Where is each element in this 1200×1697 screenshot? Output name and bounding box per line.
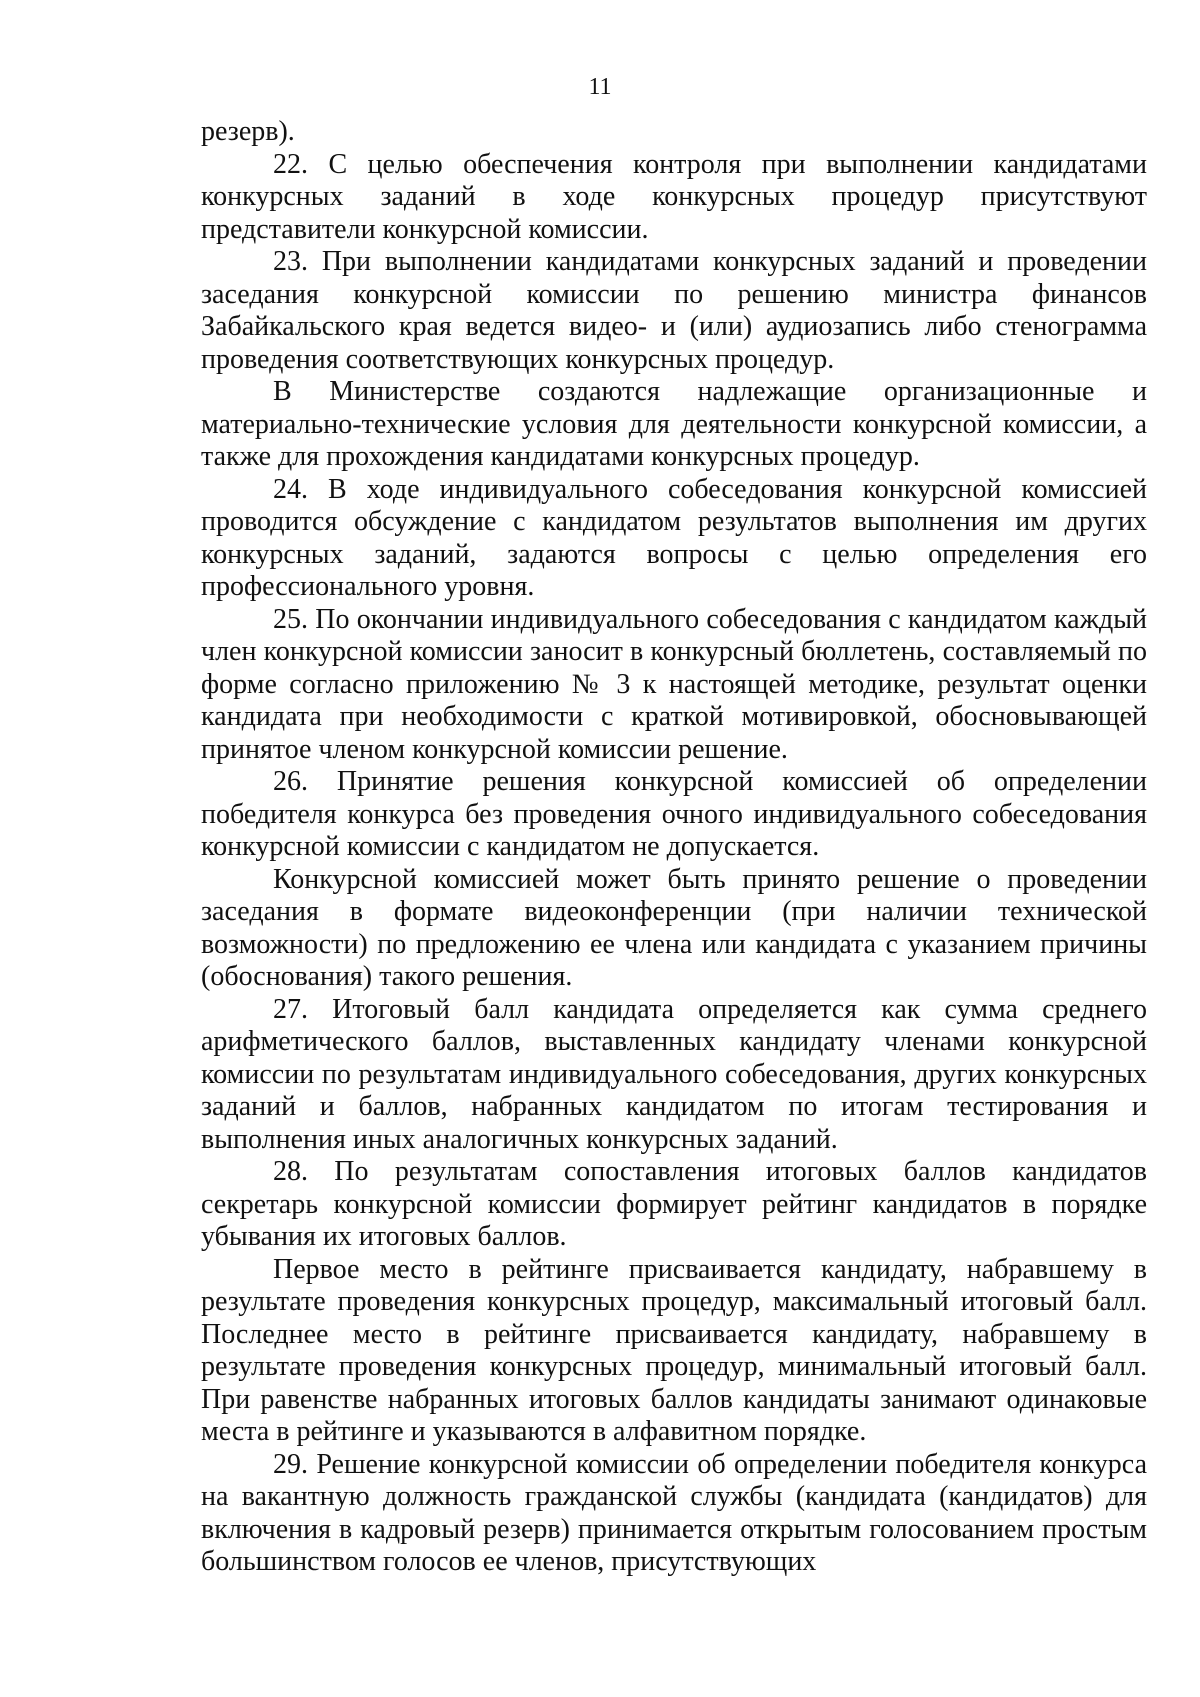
paragraph: В Министерстве создаются надлежащие организационные и материально-технические условия для деятельности конкурсной комиссии, а также для прохождения кандидатами конкурсных процедур. [201, 376, 1147, 472]
paragraph: Конкурсной комиссией может быть принято решение о проведении заседания в формате видеоконференции (при наличии технической возможности) по предложению ее члена или кандидата с указанием причины (обоснования) такого решения. [201, 863, 1147, 992]
paragraph: 29. Решение конкурсной комиссии об определении победителя конкурса на вакантную должность гражданской службы (кандидата (кандидатов) для включения в кадровый резерв) принимается открытым голосованием простым большинством голосов ее членов, присутствующих [201, 1448, 1147, 1577]
page-number: 11 [588, 74, 612, 100]
paragraph: 24. В ходе индивидуального собеседования конкурсной комиссией проводится обсуждение с кандидатом результатов выполнения им других конкурсных заданий, задаются вопросы с целью определения его профессионального уровня. [201, 473, 1147, 602]
document-body [201, 116, 1147, 1579]
paragraph: 28. По результатам сопоставления итоговых баллов кандидатов секретарь конкурсной комиссии формирует рейтинг кандидатов в порядке убывания их итоговых баллов. [201, 1156, 1147, 1252]
paragraph: резерв). [201, 116, 295, 147]
paragraph: 22. С целью обеспечения контроля при выполнении кандидатами конкурсных заданий в ходе конкурсных процедур присутствуют представители конкурсной комиссии. [201, 148, 1147, 245]
paragraph: Первое место в рейтинге присваивается кандидату, набравшему в результате проведения конкурсных процедур, максимальный итоговый балл. Последнее место в рейтинге присваивается кандидату, набравшему в результате проведения конкурсных процедур, минимальный итоговый балл. При равенстве набранных итоговых баллов кандидаты занимают одинаковые места в рейтинге и указываются в алфавитном порядке. [201, 1253, 1147, 1447]
paragraph: 26. Принятие решения конкурсной комиссией об определении победителя конкурса без проведения очного индивидуального собеседования конкурсной комиссии с кандидатом не допускается. [201, 766, 1147, 862]
paragraph: 25. По окончании индивидуального собеседования с кандидатом каждый член конкурсной комиссии заносит в конкурсный бюллетень, составляемый по форме согласно приложению № 3 к настоящей методике, результат оценки кандидата при необходимости с краткой мотивировкой, обосновывающей принятое членом конкурсной комиссии решение. [201, 603, 1147, 765]
paragraph: 27. Итоговый балл кандидата определяется как сумма среднего арифметического баллов, выставленных кандидату членами конкурсной комиссии по результатам индивидуального собеседования, других конкурсных заданий и баллов, набранных кандидатом по итогам тестирования и выполнения иных аналогичных конкурсных заданий. [201, 993, 1147, 1155]
paragraph: 23. При выполнении кандидатами конкурсных заданий и проведении заседания конкурсной комиссии по решению министра финансов Забайкальского края ведется видео- и (или) аудиозапись либо стенограмма проведения соответствующих конкурсных процедур. [201, 246, 1147, 375]
